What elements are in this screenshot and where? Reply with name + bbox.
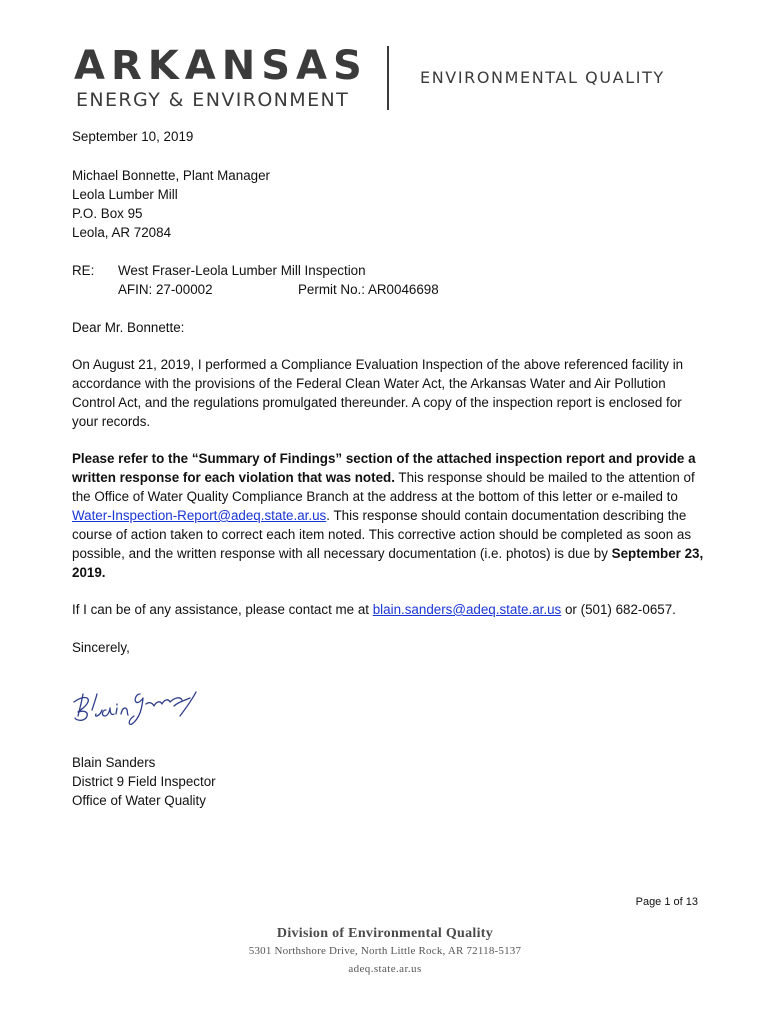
paragraph-inspection: On August 21, 2019, I performed a Compliance Evaluation Inspection of the above referenced facility in accordance with the provisions of the Federal Clean Water Act, the Arkansas Water and Air Pollution Control Act, and the regulations promulgated thereunder. A copy of the inspection report is enclosed for your records.	[72, 357, 684, 429]
signer-office: Office of Water Quality	[72, 793, 206, 808]
letterhead-divider	[387, 46, 389, 110]
contact-text1: If I can be of any assistance, please contact me at	[72, 602, 373, 617]
handwritten-signature	[70, 680, 210, 728]
recipient-po-box: P.O. Box 95	[72, 206, 143, 221]
letterhead-division: ENVIRONMENTAL QUALITY	[420, 68, 665, 87]
footer-address: 5301 Northshore Drive, North Little Rock, AR 72118-5137	[248, 945, 522, 957]
recipient-city: Leola, AR 72084	[72, 225, 172, 240]
footer-division-title: Division of Environmental Quality	[276, 926, 494, 941]
paragraph-response-request	[72, 449, 708, 582]
salutation: Dear Mr. Bonnette:	[72, 320, 185, 335]
response-request-text1: This response should be mailed to the attention of the Office of Water Quality Compliance Branch at the address at the bottom of this letter or e-mailed to	[72, 470, 695, 504]
paragraph-contact	[72, 600, 708, 619]
re-label: RE:	[72, 263, 95, 278]
response-request-text2: . This response should contain documentation describing the course of action taken to correct each item noted. This corrective action should be completed as soon as possible, and the written response with all necessary documentation (i.e. photos) is due by	[72, 508, 692, 561]
re-subject: West Fraser-Leola Lumber Mill Inspection	[118, 263, 366, 278]
page-number: Page 1 of 13	[635, 896, 698, 908]
contact-text2: or (501) 682-0657.	[561, 602, 676, 617]
inspector-email-link[interactable]: blain.sanders@adeq.state.ar.us	[372, 602, 562, 617]
due-date: September 23, 2019.	[72, 546, 704, 580]
inspection-report-email-link[interactable]: Water-Inspection-Report@adeq.state.ar.us	[72, 508, 327, 523]
recipient-name: Michael Bonnette, Plant Manager	[72, 168, 271, 183]
letterhead	[74, 44, 694, 114]
recipient-company: Leola Lumber Mill	[72, 187, 178, 202]
footer-website: adeq.state.ar.us	[348, 963, 422, 975]
letterhead-subtitle: ENERGY & ENVIRONMENT	[76, 89, 350, 111]
closing: Sincerely,	[72, 640, 130, 655]
letterhead-arkansas-wordmark: ARKANSAS	[74, 43, 368, 89]
signer-name: Blain Sanders	[72, 755, 156, 770]
signer-title: District 9 Field Inspector	[72, 774, 216, 789]
re-afin: AFIN: 27-00002	[118, 282, 213, 297]
letter-date: September 10, 2019	[72, 129, 194, 144]
response-request-bold: Please refer to the “Summary of Findings” section of the attached inspection report and provide a written response for each violation that was noted.	[72, 451, 696, 485]
re-permit: Permit No.: AR0046698	[298, 282, 439, 297]
